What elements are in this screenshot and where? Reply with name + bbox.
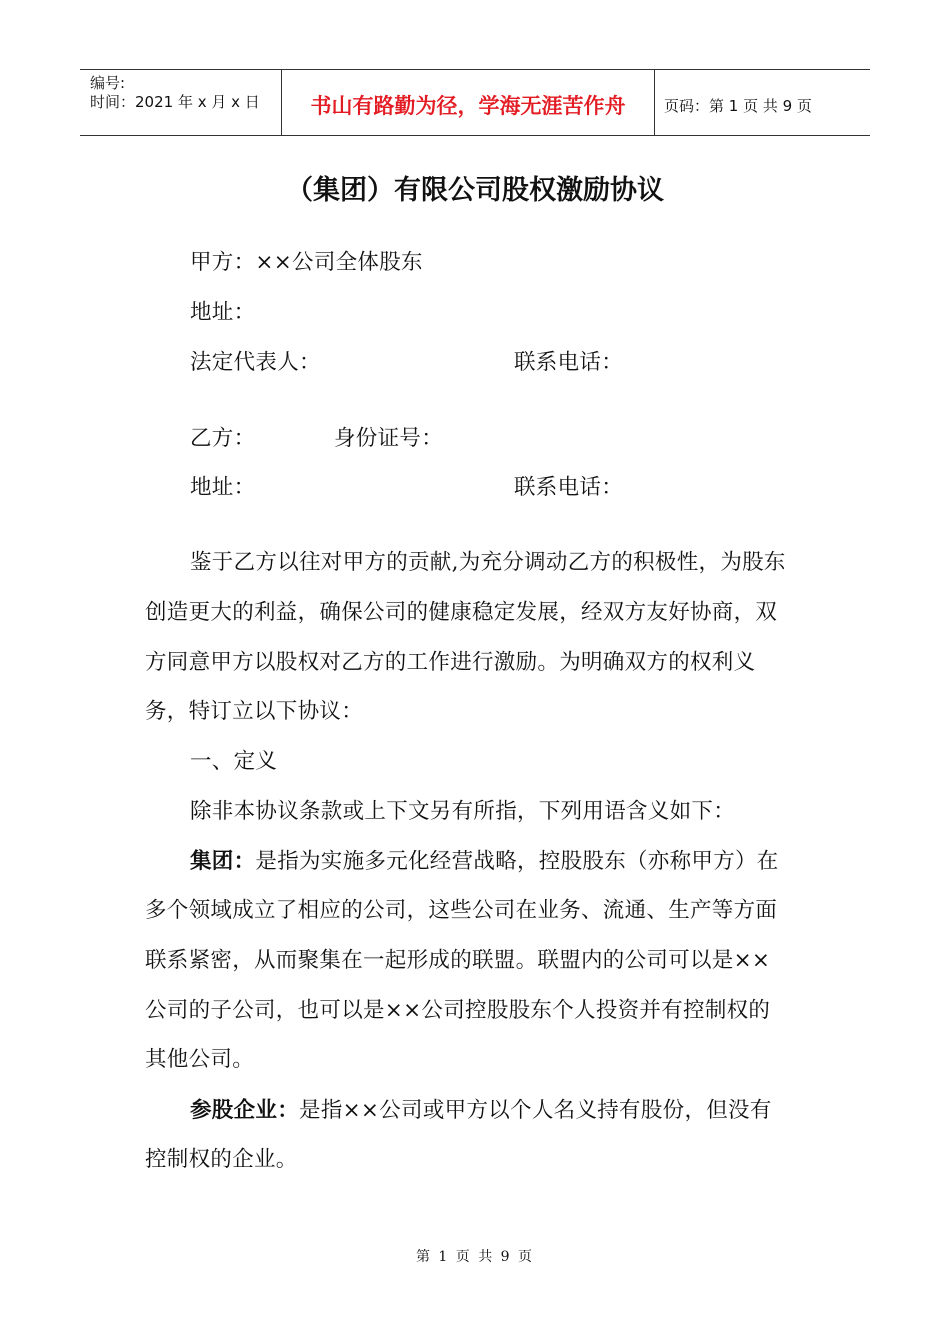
definition-group-line: 多个领域成立了相应的公司，这些公司在业务、流通、生产等方面 xyxy=(145,898,778,923)
definition-group-line: 联系紧密，从而聚集在一起形成的联盟。联盟内的公司可以是×× xyxy=(145,948,771,973)
definition-text: 是指××公司或甲方以个人名义持有股份，但没有 xyxy=(299,1098,772,1123)
definition-shareholding-line: 控制权的企业。 xyxy=(145,1147,298,1172)
header-motto: 书山有路勤为径，学海无涯苦作舟 xyxy=(310,94,626,118)
header-page-info: 页码：第 1 页 共 9 页 xyxy=(664,97,812,115)
definition-group-line: 其他公司。 xyxy=(145,1047,255,1072)
header-bottom-rule xyxy=(80,135,870,136)
header-code: 编号: xyxy=(90,74,126,92)
definition-group-first-line xyxy=(190,844,779,875)
preamble-line: 鉴于乙方以往对甲方的贡献,为充分调动乙方的积极性，为股东 xyxy=(190,550,786,575)
section-intro: 除非本协议条款或上下文另有所指，下列用语含义如下： xyxy=(190,799,736,824)
preamble-line: 务，特订立以下协议： xyxy=(145,699,364,724)
header-top-rule xyxy=(80,69,870,70)
document-title: （集团）有限公司股权激励协议 xyxy=(286,175,664,206)
definition-group-line: 公司的子公司，也可以是××公司控股股东个人投资并有控制权的 xyxy=(145,998,771,1023)
header-date: 时间：2021 年 x 月 x 日 xyxy=(90,93,260,111)
definition-term: 集团： xyxy=(190,849,256,874)
preamble-line: 方同意甲方以股权对乙方的工作进行激励。为明确双方的权利义 xyxy=(145,650,756,675)
party-b-id-no: 身份证号： xyxy=(334,426,444,451)
header-divider-right xyxy=(654,69,655,135)
party-b-address: 地址： xyxy=(190,475,256,500)
party-a-phone: 联系电话： xyxy=(514,350,624,375)
definition-shareholding-first-line xyxy=(190,1093,772,1124)
definition-term: 参股企业： xyxy=(190,1098,300,1123)
party-b-name: 乙方： xyxy=(190,426,256,451)
party-a-name: 甲方：××公司全体股东 xyxy=(190,250,423,275)
preamble-line: 创造更大的利益，确保公司的健康稳定发展，经双方友好协商，双 xyxy=(145,600,778,625)
party-a-address: 地址： xyxy=(190,300,256,325)
definition-text: 是指为实施多元化经营战略，控股股东（亦称甲方）在 xyxy=(255,849,779,874)
party-b-phone: 联系电话： xyxy=(514,475,624,500)
page-footer: 第 1 页 共 9 页 xyxy=(415,1249,535,1265)
party-a-legal-rep: 法定代表人： xyxy=(190,350,321,375)
section-heading: 一、定义 xyxy=(190,749,278,774)
